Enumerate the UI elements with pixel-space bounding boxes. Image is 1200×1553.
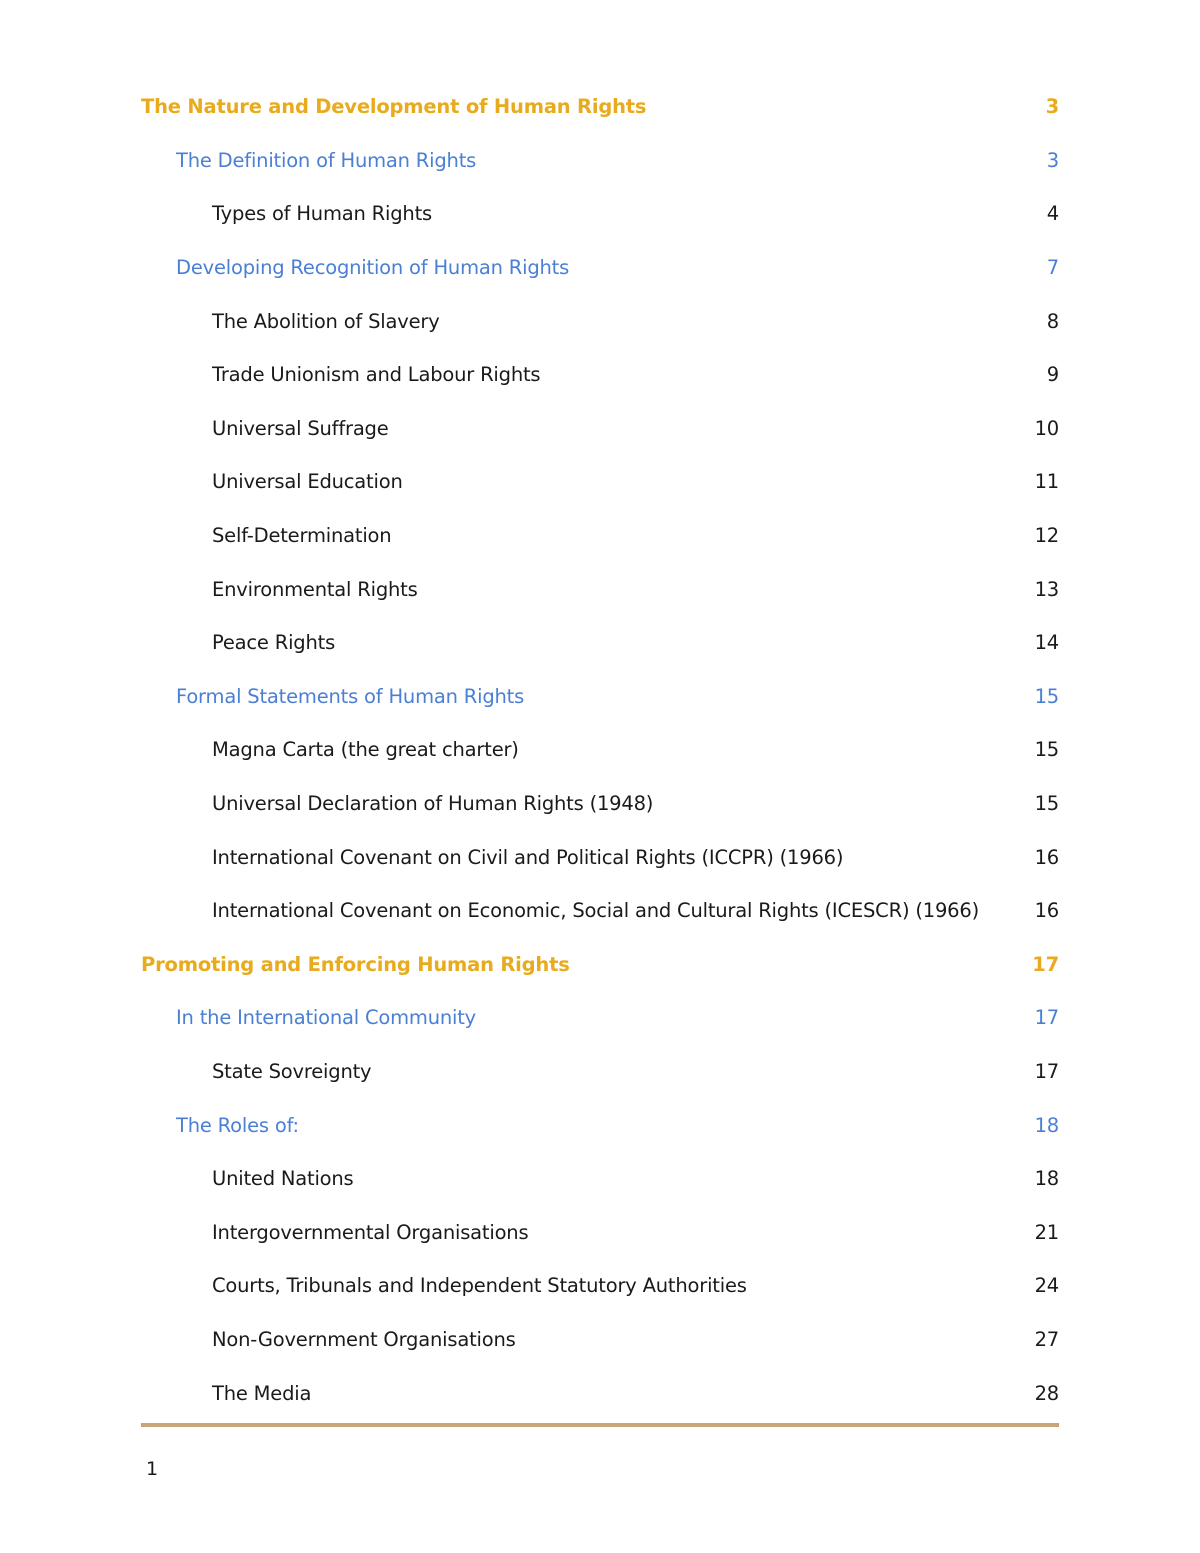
toc-entry-universal-suffrage[interactable] <box>141 402 1059 456</box>
toc-entry-label: Magna Carta (the great charter) <box>212 738 519 762</box>
toc-entry-iccpr[interactable] <box>141 830 1059 884</box>
toc-entry-page: 21 <box>1034 1220 1059 1244</box>
toc-entry-label: Intergovernmental Organisations <box>212 1220 529 1244</box>
toc-entry-promoting-and-enforcing[interactable] <box>141 938 1059 992</box>
footer-divider <box>141 1423 1059 1427</box>
toc-entry-page: 8 <box>1046 309 1059 333</box>
toc-entry-state-sovreignty[interactable] <box>141 1045 1059 1099</box>
toc-entry-label: Universal Education <box>212 470 403 494</box>
toc-entry-page: 3 <box>1046 148 1059 172</box>
toc-entry-page: 18 <box>1034 1113 1059 1137</box>
toc-entry-label: Types of Human Rights <box>212 202 432 226</box>
toc-entry-the-media[interactable] <box>141 1366 1059 1420</box>
toc-entry-page: 15 <box>1034 792 1059 816</box>
toc-entry-environmental-rights[interactable] <box>141 562 1059 616</box>
toc-entry-peace-rights[interactable] <box>141 616 1059 670</box>
toc-entry-international-community[interactable] <box>141 991 1059 1045</box>
toc-entry-nature-and-development[interactable] <box>141 80 1059 134</box>
toc-entry-courts-tribunals[interactable] <box>141 1259 1059 1313</box>
toc-entry-page: 12 <box>1034 524 1059 548</box>
toc-entry-page: 10 <box>1034 416 1059 440</box>
toc-entry-page: 16 <box>1034 845 1059 869</box>
toc-entry-label: International Covenant on Civil and Political Rights (ICCPR) (1966) <box>212 845 844 869</box>
table-of-contents <box>141 80 1059 1420</box>
toc-entry-page: 15 <box>1034 738 1059 762</box>
toc-entry-label: Promoting and Enforcing Human Rights <box>141 952 570 976</box>
toc-entry-page: 4 <box>1046 202 1059 226</box>
toc-entry-page: 17 <box>1034 1006 1059 1030</box>
toc-entry-label: Self-Determination <box>212 524 392 548</box>
toc-entry-united-nations[interactable] <box>141 1152 1059 1206</box>
toc-entry-label: Trade Unionism and Labour Rights <box>212 363 541 387</box>
toc-entry-label: International Covenant on Economic, Social and Cultural Rights (ICESCR) (1966) <box>212 899 979 923</box>
toc-entry-page: 9 <box>1046 363 1059 387</box>
toc-entry-label: Courts, Tribunals and Independent Statutory Authorities <box>212 1274 747 1298</box>
toc-entry-page: 17 <box>1032 952 1059 976</box>
toc-entry-page: 27 <box>1034 1327 1059 1351</box>
toc-entry-self-determination[interactable] <box>141 509 1059 563</box>
toc-entry-non-government-organisations[interactable] <box>141 1313 1059 1367</box>
toc-entry-page: 13 <box>1034 577 1059 601</box>
toc-entry-page: 3 <box>1045 95 1059 119</box>
toc-entry-abolition-of-slavery[interactable] <box>141 294 1059 348</box>
toc-entry-types-of-human-rights[interactable] <box>141 187 1059 241</box>
toc-entry-page: 16 <box>1034 899 1059 923</box>
toc-entry-magna-carta[interactable] <box>141 723 1059 777</box>
toc-entry-definition-of-human-rights[interactable] <box>141 134 1059 188</box>
toc-entry-label: The Abolition of Slavery <box>212 309 440 333</box>
toc-entry-the-roles-of[interactable] <box>141 1098 1059 1152</box>
toc-entry-label: United Nations <box>212 1167 354 1191</box>
toc-entry-page: 11 <box>1034 470 1059 494</box>
toc-entry-label: In the International Community <box>176 1006 477 1030</box>
toc-entry-label: Environmental Rights <box>212 577 418 601</box>
toc-entry-page: 18 <box>1034 1167 1059 1191</box>
toc-entry-udhr[interactable] <box>141 777 1059 831</box>
toc-entry-formal-statements[interactable] <box>141 670 1059 724</box>
toc-entry-label: Developing Recognition of Human Rights <box>176 256 570 280</box>
toc-entry-label: Non-Government Organisations <box>212 1327 516 1351</box>
page-number: 1 <box>146 1458 159 1480</box>
toc-entry-label: The Definition of Human Rights <box>176 148 477 172</box>
toc-entry-label: Formal Statements of Human Rights <box>176 684 525 708</box>
toc-entry-label: The Nature and Development of Human Rights <box>141 95 647 119</box>
toc-entry-label: State Sovreignty <box>212 1059 372 1083</box>
toc-entry-label: The Roles of: <box>176 1113 299 1137</box>
toc-entry-icescr[interactable] <box>141 884 1059 938</box>
toc-entry-page: 15 <box>1034 684 1059 708</box>
toc-entry-universal-education[interactable] <box>141 455 1059 509</box>
toc-entry-page: 14 <box>1034 631 1059 655</box>
toc-entry-developing-recognition[interactable] <box>141 241 1059 295</box>
toc-entry-label: Universal Suffrage <box>212 416 389 440</box>
toc-entry-intergovernmental-organisations[interactable] <box>141 1205 1059 1259</box>
toc-entry-label: The Media <box>212 1381 312 1405</box>
toc-entry-page: 24 <box>1034 1274 1059 1298</box>
toc-entry-trade-unionism[interactable] <box>141 348 1059 402</box>
toc-entry-label: Peace Rights <box>212 631 336 655</box>
toc-entry-label: Universal Declaration of Human Rights (1948) <box>212 792 654 816</box>
toc-entry-page: 17 <box>1034 1059 1059 1083</box>
toc-entry-page: 28 <box>1034 1381 1059 1405</box>
toc-entry-page: 7 <box>1046 256 1059 280</box>
